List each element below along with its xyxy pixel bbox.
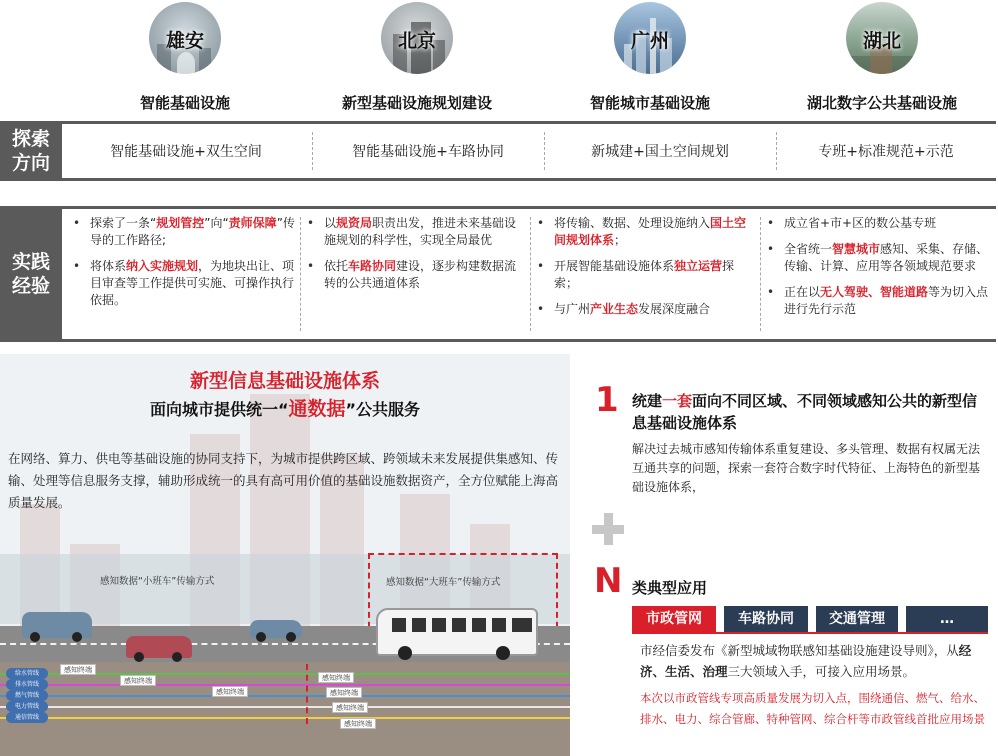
unified-system-description: 解决过去城市感知传输体系重复建设、多头管理、数据有权属无法互通共享的问题，探索一套符合数字时代特征、上海特色的新型基础设施体系， xyxy=(632,442,981,494)
city-name: 湖北 xyxy=(862,30,901,52)
tab-traffic-management[interactable]: 交通管理 xyxy=(816,606,898,632)
explore-direction-band xyxy=(62,121,996,181)
practice-guangzhou xyxy=(534,215,756,327)
pipeline-application-description: 本次以市政管线专项高质量发展为切入点，围绕通信、燃气、给水、排水、电力、综合管廊、特种管网、综合杆等市政管线首批应用场景 xyxy=(640,691,985,726)
application-tabs xyxy=(632,606,988,634)
number-n: N xyxy=(594,561,623,601)
practice-item: • 正在以无人驾驶、智能道路等为切入点进行先行示范 xyxy=(764,284,992,318)
city-guangzhou xyxy=(535,0,765,113)
big-bus-caption: 感知数据“大班车”传输方式 xyxy=(386,577,501,588)
practice-item: • 将传输、数据、处理设施纳入国土空间规划体系； xyxy=(534,215,756,249)
van-car xyxy=(126,636,192,658)
city-title: 新型基础设施规划建设 xyxy=(341,94,492,112)
sensor-node-label: 感知终端 xyxy=(120,675,156,686)
practice-item: • 全省统一智慧城市感知、采集、存储、传输、计算、应用等各领域规范要求 xyxy=(764,241,992,275)
direction-xiongan: 智能基础设施+双生空间 xyxy=(110,144,262,160)
sedan-car xyxy=(250,620,302,638)
city-name: 广州 xyxy=(630,30,669,52)
direction-beijing: 智能基础设施+车路协同 xyxy=(352,144,504,160)
tab-vehicle-road[interactable]: 车路协同 xyxy=(724,606,808,632)
guideline-description: 市经信委发布《新型城域物联感知基础设施建设导则》，从经济、生活、治理三大领域入手，可接入应用场景。 xyxy=(640,643,972,679)
sensor-node-label: 感知终端 xyxy=(340,718,376,729)
city-hubei xyxy=(767,0,997,113)
practice-item: • 以规资局职责出发，推进未来基础设施规划的科学性，实现全局最优 xyxy=(304,215,526,249)
practice-xiongan xyxy=(70,215,298,318)
sensor-node-label: 感知终端 xyxy=(318,672,354,683)
practice-item: • 将体系纳入实施规划，为地块出让、项目审查等工作提供可实施、可操作执行依据。 xyxy=(70,258,298,309)
underground-pipes xyxy=(0,662,570,756)
sensor-node-label: 感知终端 xyxy=(332,702,368,713)
panel-description: 在网络、算力、供电等基础设施的协同支持下，为城市提供跨区域、跨领域未来发展提供集感知、传输、处理等信息服务支撑，辅助形成统一的具有高可用价值的基础设施数据资产，全方位赋能上海高质量发展。 xyxy=(8,451,559,510)
pipe-tag: 给水管线 xyxy=(6,668,48,679)
city-name: 雄安 xyxy=(165,30,204,52)
practice-experience-band xyxy=(62,206,996,342)
city-name: 北京 xyxy=(397,30,436,52)
sensor-node-label: 感知终端 xyxy=(326,687,362,698)
practice-experience-label: 实践 经验 xyxy=(0,206,62,342)
pipe-tag: 燃气管线 xyxy=(6,690,48,701)
practice-item: • 探索了一条“规划管控”向“责师保障”传导的工作路径; xyxy=(70,215,298,249)
city-beijing xyxy=(302,0,532,113)
direction-hubei: 专班+标准规范+示范 xyxy=(818,144,954,160)
practice-item: • 与广州产业生态发展深度融合 xyxy=(534,301,756,318)
sensor-node-label: 感知终端 xyxy=(60,664,96,675)
panel-subtitle: 面向城市提供统一“通数据”公共服务 xyxy=(149,398,421,420)
explore-direction-label: 探索 方向 xyxy=(0,121,62,181)
city-title: 智能城市基础设施 xyxy=(589,94,710,112)
number-one: 1 xyxy=(595,380,619,420)
practice-item: • 开展智能基础设施体系独立运营探索； xyxy=(534,258,756,292)
tab-municipal-pipeline[interactable]: 市政管网 xyxy=(632,606,716,632)
city-title: 湖北数字公共基础设施 xyxy=(806,94,957,112)
sensor-node-label: 感知终端 xyxy=(212,686,248,697)
direction-guangzhou: 新城建+国土空间规划 xyxy=(591,144,729,160)
panel-title: 新型信息基础设施体系 xyxy=(189,370,380,392)
pipe-tag: 电力管线 xyxy=(6,701,48,712)
practice-item: • 依托车路协同建设，逐步构建数据流转的公共通道体系 xyxy=(304,258,526,292)
practice-beijing xyxy=(304,215,526,301)
small-bus-caption: 感知数据“小班车”传输方式 xyxy=(100,576,215,587)
pipe-tag: 通信管线 xyxy=(6,712,48,723)
city-xiongan xyxy=(70,0,300,113)
unified-system-heading: 统建一套面向不同区域、不同领域感知公共的新型信息基础设施体系 xyxy=(632,392,978,432)
practice-item: • 成立省+市+区的数公基专班 xyxy=(764,215,992,232)
city-title: 智能基础设施 xyxy=(139,94,230,112)
practice-hubei xyxy=(764,215,992,327)
bus xyxy=(376,608,538,656)
plus-icon xyxy=(592,513,624,545)
suv-car xyxy=(22,612,92,638)
tab-more[interactable]: … xyxy=(906,606,988,632)
applications-heading: 类典型应用 xyxy=(632,579,708,597)
pipe-tag: 排水管线 xyxy=(6,679,48,690)
